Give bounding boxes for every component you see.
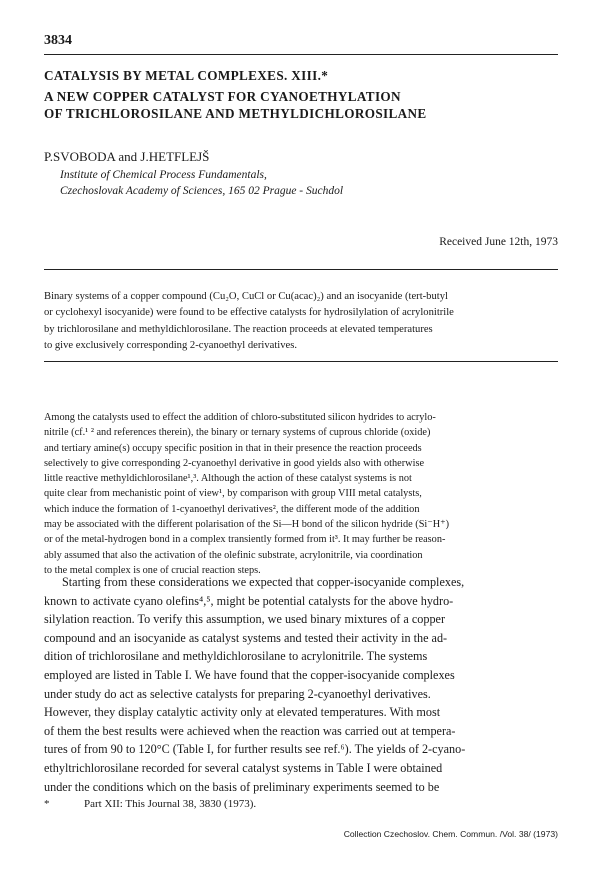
body-paragraph <box>44 573 558 796</box>
intro-line: or of the metal-hydrogen bond in a complex transiently formed from it³. It may further be reason- <box>44 534 446 546</box>
authors: P.SVOBODA and J.HETFLEJŠ <box>44 149 210 164</box>
body-line: of them the best results were achieved when the reaction was carried out at tempera- <box>44 723 456 738</box>
intro-line: to the metal complex is one of crucial reaction steps. <box>44 564 261 576</box>
abstract-bottom-rule <box>44 361 558 362</box>
article-title <box>44 67 558 122</box>
body-line: known to activate cyano olefins⁴,⁵, might be potential catalysts for the above hydro- <box>44 593 454 608</box>
intro-line: Among the catalysts used to effect the addition of chloro-substituted silicon hydrides to acrylo- <box>44 412 436 423</box>
abstract-line: Binary systems of a copper compound (Cu₂O, CuCl or Cu(acac)₂) and an isocyanide (tert-butyl <box>44 291 448 302</box>
body-line: dition of trichlorosilane and methyldichlorosilane to acrylonitrile. The systems <box>44 649 428 664</box>
abstract-line: by trichlorosilane and methyldichlorosilane. The reaction proceeds at elevated temperatures <box>44 323 433 335</box>
affiliation-line: Czechoslovak Academy of Sciences, 165 02 Prague - Suchdol <box>60 185 344 197</box>
header-rule <box>44 54 558 55</box>
body-line: Starting from these considerations we expected that copper-isocyanide complexes, <box>62 575 465 589</box>
footnote-text: Part XII: This Journal 38, 3830 (1973). <box>84 798 257 810</box>
received-date: Received June 12th, 1973 <box>439 236 558 248</box>
intro-line: quite clear from mechanistic point of view¹, by comparison with group VIII metal catalysts, <box>44 488 422 500</box>
intro-line: nitrile (cf.¹ ² and references therein), the binary or ternary systems of cuprous chloride (oxide) <box>44 427 431 439</box>
affiliation-line: Institute of Chemical Process Fundamentals, <box>60 169 267 181</box>
journal-footer: Collection Czechoslov. Chem. Commun. /Vol. 38/ (1973) <box>343 829 558 839</box>
intro-line: ably assumed that also the activation of the olefinic substrate, acrylonitrile, via coordination <box>44 549 423 561</box>
body-line: compound and an isocyanide as catalyst systems and tested their activity in the ad- <box>44 630 448 645</box>
title-line-1: A NEW COPPER CATALYST FOR CYANOETHYLATION <box>44 89 401 104</box>
body-line: under study do act as selective catalysts for preparing 2-cyanoethyl derivatives. <box>44 686 431 701</box>
body-line: tures of from 90 to 120°C (Table I, for further results see ref.⁶). The yields of 2-cyano- <box>44 742 466 757</box>
footnote <box>44 798 256 810</box>
intro-line: which induce the formation of 1-cyanoethyl derivatives², the different mode of the addition <box>44 503 420 515</box>
body-line: However, they display catalytic activity only at elevated temperatures. With most <box>44 705 441 720</box>
title-line-2: OF TRICHLOROSILANE AND METHYLDICHLOROSILANE <box>44 106 427 121</box>
intro-line: little reactive methyldichlorosilane¹,³. Although the action of these catalyst systems is not <box>44 473 412 485</box>
body-line: under the conditions which on the basis of preliminary experiments seemed to be <box>44 779 440 794</box>
intro-line: may be associated with the different polarisation of the Si—H bond of the silicon hydride (Si⁻H⁺) <box>44 519 450 531</box>
body-line: ethyltrichlorosilane recorded for several catalyst systems in Table I were obtained <box>44 760 443 775</box>
intro-line: selectively to give corresponding 2-cyanoethyl derivative in good yields also with otherwise <box>44 457 425 469</box>
abstract-top-rule <box>44 269 558 270</box>
intro-paragraph <box>44 410 558 578</box>
abstract-line: or cyclohexyl isocyanide) were found to be effective catalysts for hydrosilylation of acrylonitrile <box>44 307 454 319</box>
footnote-marker: * <box>44 798 50 810</box>
series-title: CATALYSIS BY METAL COMPLEXES. XIII.* <box>44 68 329 83</box>
abstract <box>44 289 558 354</box>
body-line: silylation reaction. To verify this assumption, we used binary mixtures of a copper <box>44 612 446 627</box>
affiliation <box>60 167 343 199</box>
intro-line: and tertiary amine(s) occupy specific position in that in their presence the reaction proceeds <box>44 442 422 454</box>
abstract-line: to give exclusively corresponding 2-cyanoethyl derivatives. <box>44 339 297 351</box>
body-line: employed are listed in Table I. We have found that the copper-isocyanide complexes <box>44 667 455 682</box>
page-number: 3834 <box>44 33 72 48</box>
